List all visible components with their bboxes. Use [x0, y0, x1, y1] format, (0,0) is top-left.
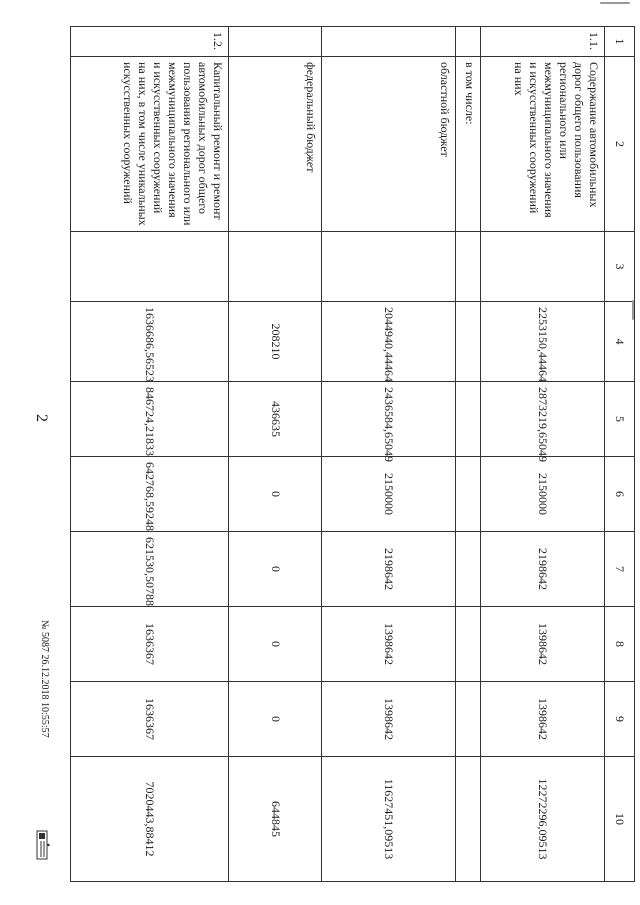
- col-header-9: 9: [605, 682, 635, 757]
- value-cell: 1636367: [71, 682, 229, 757]
- row-code: 1.2.: [71, 27, 229, 57]
- value-cell: 12272296,09513: [480, 757, 604, 882]
- value-cell: 2044940,44464: [322, 302, 456, 382]
- seal-icon: [34, 830, 50, 860]
- registration-number: № 5087 26.12.2018 10:55:57: [39, 620, 50, 738]
- value-cell: 644845: [229, 757, 322, 882]
- row-code: [322, 27, 456, 57]
- value-cell: [455, 607, 480, 682]
- row-name: в том числе:: [455, 57, 480, 232]
- value-cell: [455, 532, 480, 607]
- row-col3: [322, 232, 456, 302]
- value-cell: 621530,50788: [71, 532, 229, 607]
- value-cell: 7020443,88412: [71, 757, 229, 882]
- scan-mark: [600, 2, 630, 4]
- row-col3: [71, 232, 229, 302]
- value-cell: 0: [229, 682, 322, 757]
- value-cell: 2873219,65049: [480, 382, 604, 457]
- table-row: [480, 27, 604, 882]
- page-number: 2: [33, 414, 50, 422]
- row-name: Капитальный ремонт и ремонт автомобильных дорог общего пользования регионального или межмуниципального значения и искусственных сооружений на них, в том числе уникальных искусственных сооружений: [71, 57, 229, 232]
- col-header-2: 2: [605, 57, 635, 232]
- col-header-3: 3: [605, 232, 635, 302]
- value-cell: [455, 682, 480, 757]
- value-cell: 2253150,44464: [480, 302, 604, 382]
- table-row: [71, 27, 229, 882]
- value-cell: 2198642: [322, 532, 456, 607]
- table-row: [455, 27, 480, 882]
- col-header-5: 5: [605, 382, 635, 457]
- col-header-10: 10: [605, 757, 635, 882]
- row-col3: [229, 232, 322, 302]
- value-cell: 2150000: [322, 457, 456, 532]
- row-col3: [480, 232, 604, 302]
- value-cell: 1398642: [322, 682, 456, 757]
- row-code: [455, 27, 480, 57]
- row-name: федеральный бюджет: [229, 57, 322, 232]
- value-cell: 2198642: [480, 532, 604, 607]
- value-cell: [455, 302, 480, 382]
- scan-mark: [632, 300, 634, 320]
- row-col3: [455, 232, 480, 302]
- value-cell: 11627451,09513: [322, 757, 456, 882]
- value-cell: 2436584,65049: [322, 382, 456, 457]
- col-header-1: 1: [605, 27, 635, 57]
- value-cell: 0: [229, 457, 322, 532]
- col-header-6: 6: [605, 457, 635, 532]
- value-cell: 1398642: [480, 607, 604, 682]
- col-header-4: 4: [605, 302, 635, 382]
- value-cell: 1398642: [322, 607, 456, 682]
- value-cell: 436635: [229, 382, 322, 457]
- value-cell: 642768,59248: [71, 457, 229, 532]
- value-cell: [455, 382, 480, 457]
- value-cell: [455, 757, 480, 882]
- row-name: областной бюджет: [322, 57, 456, 232]
- value-cell: 846724,21833: [71, 382, 229, 457]
- row-code: 1.1.: [480, 27, 604, 57]
- table-row: [322, 27, 456, 882]
- col-header-8: 8: [605, 607, 635, 682]
- col-header-7: 7: [605, 532, 635, 607]
- value-cell: 1398642: [480, 682, 604, 757]
- value-cell: 0: [229, 532, 322, 607]
- header-row: [605, 27, 635, 882]
- value-cell: [455, 457, 480, 532]
- budget-table: [70, 26, 635, 882]
- row-name: Содержание автомобильных дорог общего пользования регионального или межмуниципального значения и искусственных сооружений на них: [480, 57, 604, 232]
- registration-stamp: [0, 620, 50, 880]
- value-cell: 1636686,56523: [71, 302, 229, 382]
- value-cell: 208210: [229, 302, 322, 382]
- value-cell: 0: [229, 607, 322, 682]
- value-cell: 1636367: [71, 607, 229, 682]
- row-code: [229, 27, 322, 57]
- value-cell: 2150000: [480, 457, 604, 532]
- rotated-table-container: [70, 26, 635, 881]
- table-row: [229, 27, 322, 882]
